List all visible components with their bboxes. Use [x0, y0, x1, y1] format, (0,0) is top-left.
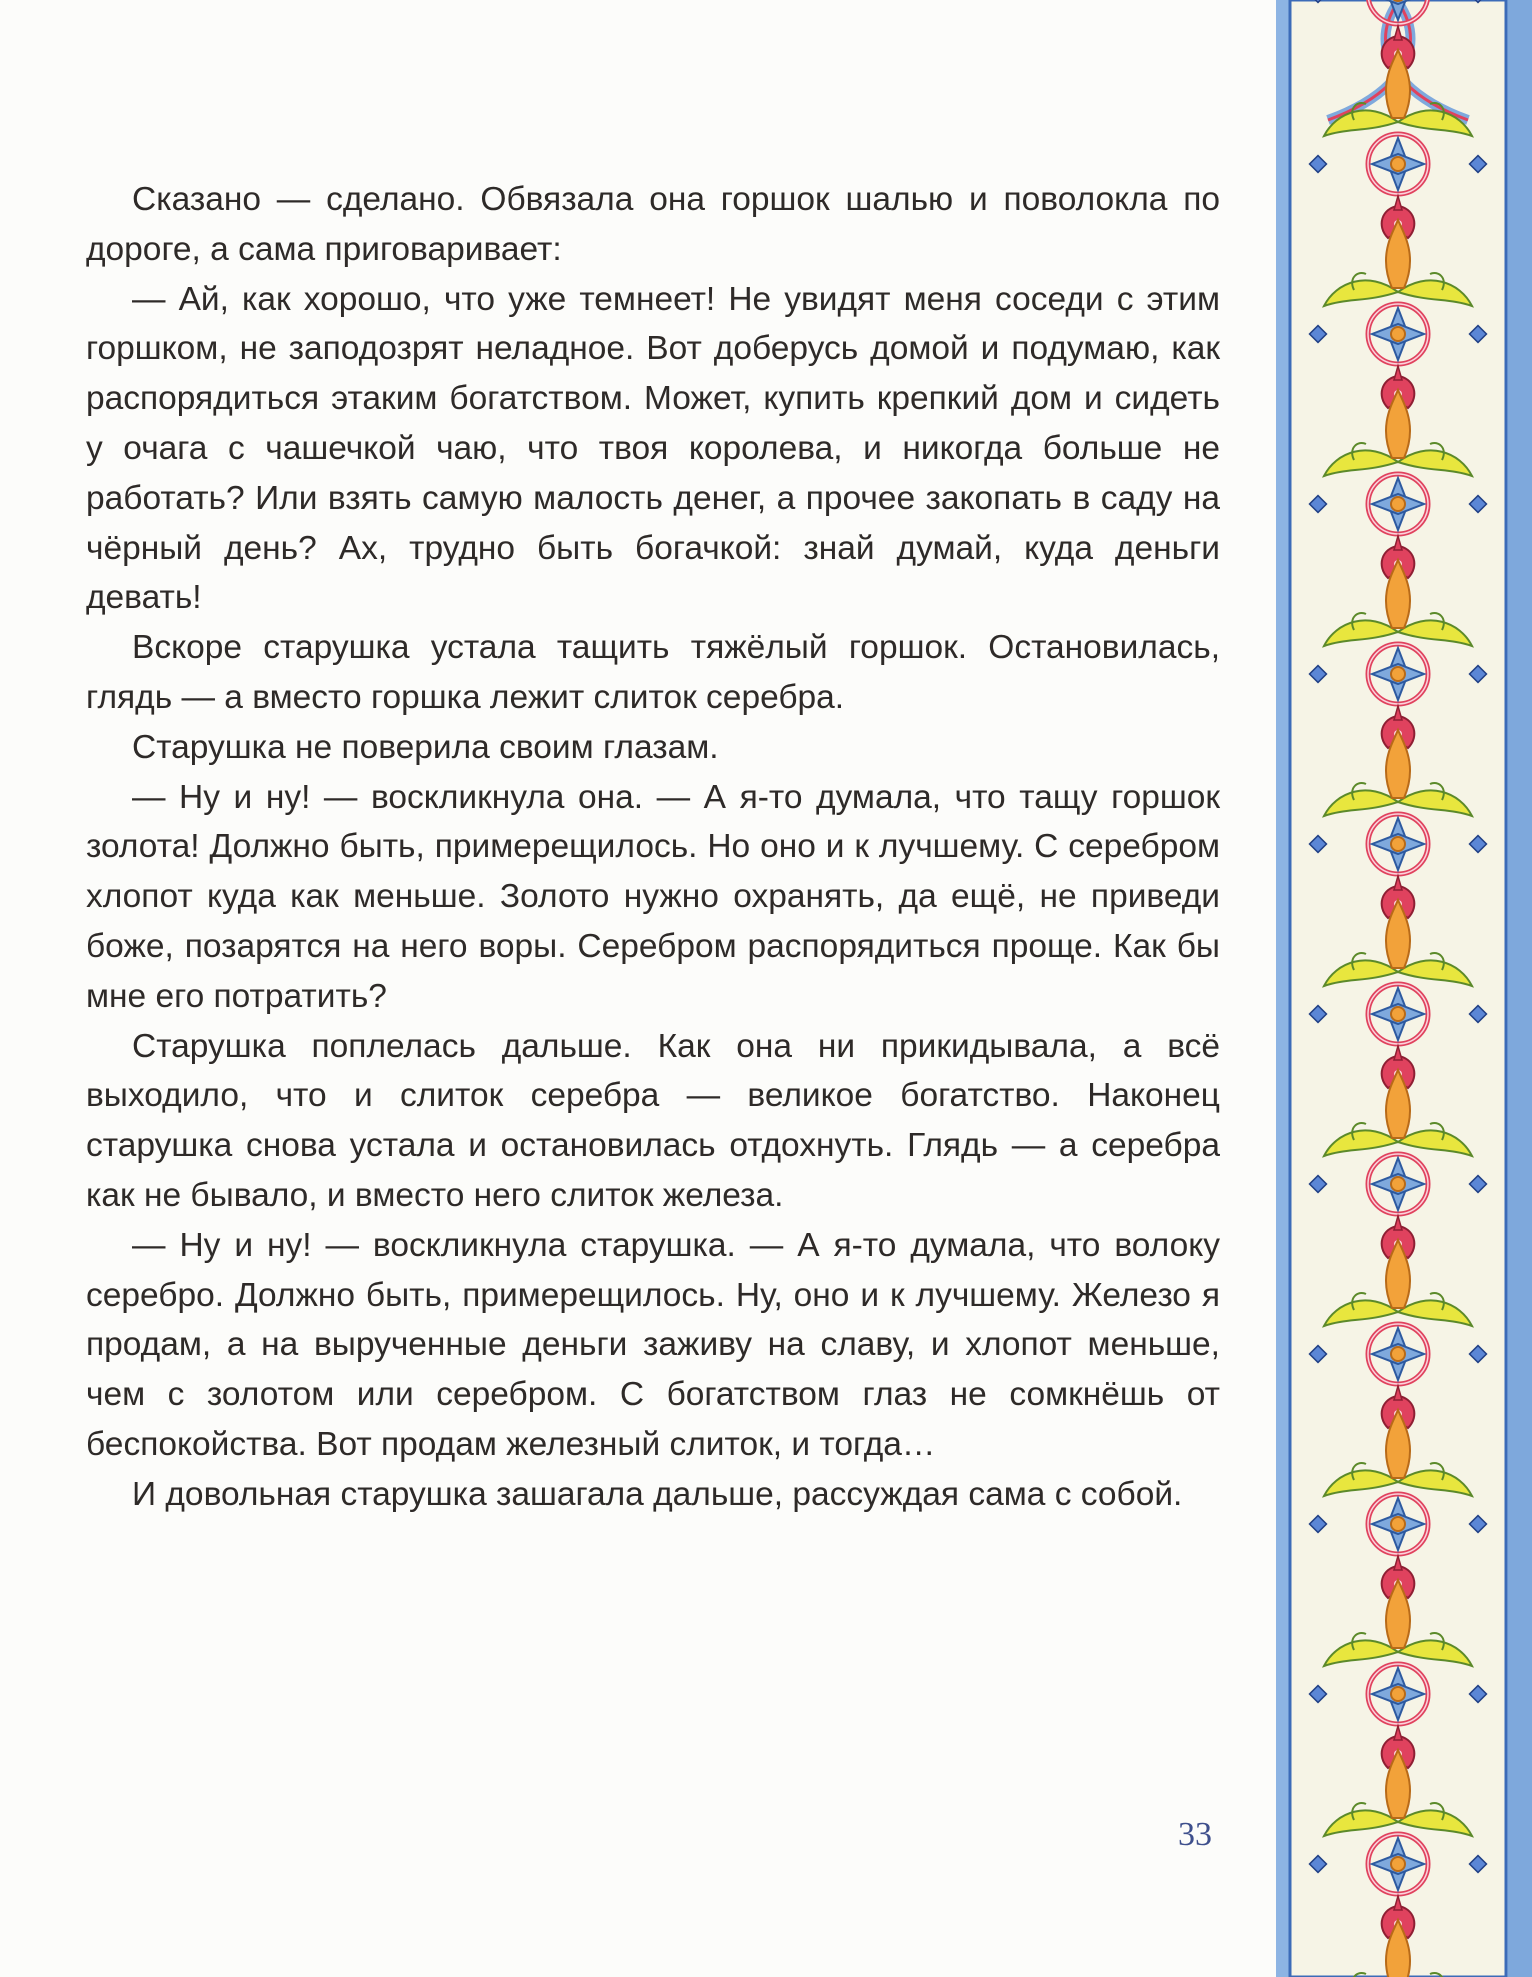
paragraph: Старушка не поверила своим глазам. — [132, 728, 719, 766]
paragraph: Сказано — сделано. Обвязала она горшок шалью и поволокла по дороге, а сама приговаривает: — [86, 181, 1220, 268]
paragraph: И довольная старушка зашагала дальше, рассуждая сама с собой. — [132, 1475, 1183, 1513]
ornamental-border-icon — [1276, 0, 1532, 1977]
paragraph: — Ай, как хорошо, что уже темнеет! Не увидят меня соседи с этим горшком, не заподозрят неладное. Вот доберусь домой и подумаю, как распорядиться этаким богатством. Может, купить крепкий дом и сидеть у очага с чашечкой чаю, что твоя королева, и никогда больше не работать? Или взять самую малость денег, а прочее закопать в саду на чёрный день? Ах, трудно быть богачкой: знай думай, куда деньги девать! — [86, 280, 1220, 617]
paragraph: Старушка поплелась дальше. Как она ни прикидывала, а всё выходило, что и слиток серебра — великое богатство. Наконец старушка снова устала и остановилась отдохнуть. Глядь — а серебра как не бывало, и вместо него слиток железа. — [86, 1027, 1220, 1214]
story-text — [86, 175, 1220, 1520]
paragraph: — Ну и ну! — воскликнула старушка. — А я-то думала, что волоку серебро. Должно быть, примерещилось. Ну, оно и к лучшему. Железо я продам, а на вырученные деньги заживу на славу, и хлопот меньше, чем с золотом или серебром. С богатством глаз не сомкнёшь от беспокойства. Вот продам железный слиток, и тогда… — [86, 1226, 1220, 1463]
paragraph: Вскоре старушка устала тащить тяжёлый горшок. Остановилась, глядь — а вместо горшка лежит слиток серебра. — [86, 629, 1220, 716]
paragraph: — Ну и ну! — воскликнула она. — А я-то думала, что тащу горшок золота! Должно быть, примерещилось. Но оно и к лучшему. С серебром хлопот куда как меньше. Золото нужно охранять, да ещё, не приведи боже, позарятся на него воры. Серебром распорядиться проще. Как бы мне его потратить? — [86, 778, 1220, 1015]
page-number: 33 — [1178, 1816, 1212, 1853]
